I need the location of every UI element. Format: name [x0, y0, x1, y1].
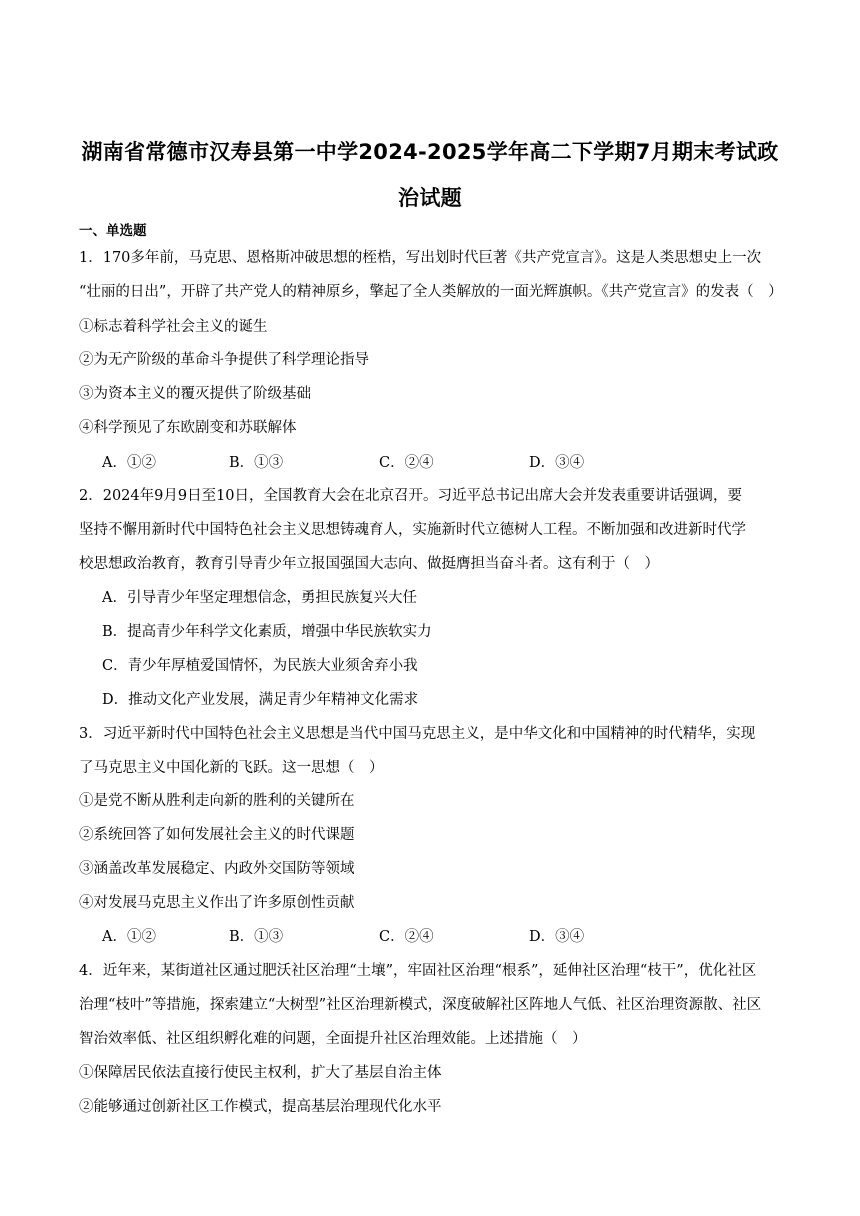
question-3-statement-2: ②系统回答了如何发展社会主义的时代课题 — [79, 827, 355, 843]
question-2-stem-line-2: 坚持不懈用新时代中国特色社会主义思想铸魂育人，实施新时代立德树人工程。不断加强和改进新时代学 — [79, 522, 746, 538]
question-1-statement-2: ②为无产阶级的革命斗争提供了科学理论指导 — [79, 352, 369, 368]
question-4-statement-2: ②能够通过创新社区工作模式，提高基层治理现代化水平 — [79, 1099, 442, 1115]
question-2-stem-line-1: 2．2024年9月9日至10日，全国教育大会在北京召开。习近平总书记出席大会并发表重要讲话强调，要 — [79, 488, 743, 504]
question-4-stem-line-2: 治理“枝叶”等措施，探索建立“大树型”社区治理新模式，深度破解社区阵地人气低、社区治理资源散、社区 — [79, 997, 762, 1013]
question-4-stem-line-3: 智治效率低、社区组织孵化难的问题，全面提升社区治理效能。上述措施（ ） — [79, 1031, 587, 1047]
question-3-option-b: B．①③ — [229, 929, 284, 945]
question-1-option-d: D．③④ — [529, 455, 585, 471]
question-4-stem-line-1: 4．近年来，某街道社区通过肥沃社区治理“土壤”，牢固社区治理“根系”，延伸社区治理“枝干”，优化社区 — [79, 963, 757, 979]
question-2-option-d: D．推动文化产业发展，满足青少年精神文化需求 — [102, 692, 419, 708]
question-2-option-c: C．青少年厚植爱国情怀，为民族大业须舍弃小我 — [102, 658, 418, 674]
question-3-stem-line-1: 3．习近平新时代中国特色社会主义思想是当代中国马克思主义，是中华文化和中国精神的时代精华，实现 — [79, 726, 756, 742]
question-3-option-a: A．①② — [102, 929, 156, 945]
question-2-option-a: A．引导青少年坚定理想信念，勇担民族复兴大任 — [102, 590, 417, 606]
question-1-statement-1: ①标志着科学社会主义的诞生 — [79, 319, 268, 335]
exam-title-line-1: 湖南省常德市汉寿县第一中学2024-2025学年高二下学期7月期末考试政 — [81, 140, 779, 164]
question-1-statement-3: ③为资本主义的覆灭提供了阶级基础 — [79, 386, 311, 402]
question-3-stem-line-2: 了马克思主义中国化新的飞跃。这一思想（ ） — [79, 760, 384, 776]
exam-title-line-2: 治试题 — [398, 186, 462, 210]
question-1-option-c: C．②④ — [379, 455, 434, 471]
question-3-option-c: C．②④ — [379, 929, 434, 945]
question-1-stem-line-1: 1．170多年前，马克思、恩格斯冲破思想的桎梏，写出划时代巨著《共产党宣言》。这是人类思想史上一次 — [79, 250, 762, 266]
question-3-statement-3: ③涵盖改革发展稳定、内政外交国防等领域 — [79, 861, 355, 877]
question-1-option-a: A．①② — [102, 455, 156, 471]
question-1-stem-line-2: “壮丽的日出”，开辟了共产党人的精神原乡，擎起了全人类解放的一面光辉旗帜。《共产党宣言》的发表（ ） — [79, 284, 783, 300]
question-3-statement-4: ④对发展马克思主义作出了许多原创性贡献 — [79, 895, 355, 911]
question-1-option-b: B．①③ — [229, 455, 284, 471]
question-3-statement-1: ①是党不断从胜利走向新的胜利的关键所在 — [79, 793, 355, 809]
question-2-stem-line-3: 校思想政治教育，教育引导青少年立报国强国大志向、做挺膺担当奋斗者。这有利于（ ） — [79, 556, 659, 572]
question-4-statement-1: ①保障居民依法直接行使民主权利，扩大了基层自治主体 — [79, 1065, 442, 1081]
question-1-statement-4: ④科学预见了东欧剧变和苏联解体 — [79, 420, 297, 436]
question-2-option-b: B．提高青少年科学文化素质，增强中华民族软实力 — [102, 624, 432, 640]
section-heading: 一、单选题 — [79, 223, 147, 239]
question-3-option-d: D．③④ — [529, 929, 585, 945]
